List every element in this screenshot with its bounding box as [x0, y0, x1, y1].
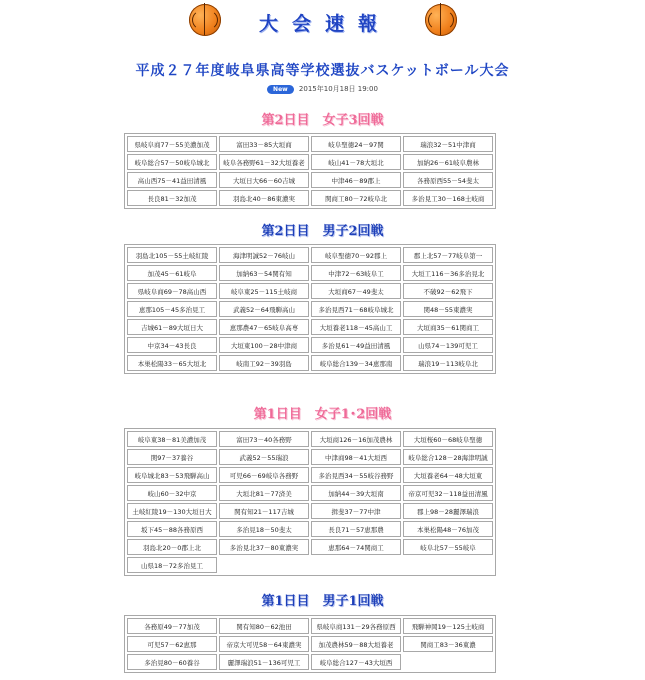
table-row: [127, 190, 493, 206]
table-row: [127, 337, 493, 353]
result-cell: 瑞浪32－51中津商: [403, 136, 493, 152]
table-row: [127, 636, 493, 652]
result-cell: 大垣工116－36多治見北: [403, 265, 493, 281]
results-table: [124, 615, 496, 673]
table-row: [127, 503, 493, 519]
result-cell: 加納26－61岐阜農林: [403, 154, 493, 170]
table-row: [127, 431, 493, 447]
result-cell: 県岐阜商131－29各務原西: [311, 618, 401, 634]
result-cell: 羽島北40－86東濃実: [219, 190, 309, 206]
result-cell: 岐阜総合139－34恵那南: [311, 355, 401, 371]
update-timestamp: 2015年10月18日 19:00: [298, 85, 378, 93]
page-title: 平成２７年度岐阜県高等学校選抜バスケットボール大会: [135, 63, 510, 79]
new-badge: New: [267, 85, 294, 94]
section-heading: 第2日目 男子2回戦: [261, 224, 384, 239]
table-row: [127, 557, 493, 573]
result-cell: 飛騨神岡19－125土岐商: [403, 618, 493, 634]
result-cell: 恵那64－74関商工: [311, 539, 401, 555]
result-cell: 加茂農林59－88大垣養老: [311, 636, 401, 652]
result-cell: 本巣松陽33－65大垣北: [127, 355, 217, 371]
result-cell: 中津46－89郡上: [311, 172, 401, 188]
empty-cell: [403, 557, 493, 573]
results-table: [124, 244, 496, 374]
result-cell: 県岐阜商77－55美濃加茂: [127, 136, 217, 152]
section-heading: 第1日目 女子1･2回戦: [253, 407, 392, 422]
result-cell: 武義52－64飛騨高山: [219, 301, 309, 317]
table-row: [127, 618, 493, 634]
result-cell: 多治見61－49益田清風: [311, 337, 401, 353]
result-cell: 岐阜城北83－53飛騨高山: [127, 467, 217, 483]
result-cell: 土岐紅陵19－130大垣日大: [127, 503, 217, 519]
result-cell: 多治見80－60養谷: [127, 654, 217, 670]
result-cell: 富田73－40各務野: [219, 431, 309, 447]
basketball-icon: [189, 4, 221, 36]
result-cell: 各務原49－77加茂: [127, 618, 217, 634]
result-cell: 岐南工92－39羽島: [219, 355, 309, 371]
result-cell: 関97－37養谷: [127, 449, 217, 465]
result-cell: 岐阜各務野61－32大垣養老: [219, 154, 309, 170]
result-cell: 山県18－72多治見工: [127, 557, 217, 573]
result-cell: 本巣松陽48－76加茂: [403, 521, 493, 537]
result-cell: 不破92－62飛下: [403, 283, 493, 299]
table-row: [127, 301, 493, 317]
result-cell: 中津商98－41大垣西: [311, 449, 401, 465]
result-cell: 関有知80－62池田: [219, 618, 309, 634]
banner-title: 大会速報: [258, 13, 391, 35]
result-cell: 大垣養老64－48大垣東: [403, 467, 493, 483]
result-cell: 恵那農47－65岐阜高専: [219, 319, 309, 335]
table-row: [127, 521, 493, 537]
result-cell: 麗澤瑞浪51－136可児工: [219, 654, 309, 670]
result-cell: 大垣東100－28中津商: [219, 337, 309, 353]
result-cell: 海津明誠52－76岐山: [219, 247, 309, 263]
result-cell: 富田33－85大垣商: [219, 136, 309, 152]
header-banner: [0, 4, 645, 40]
result-cell: 中津72－63岐阜工: [311, 265, 401, 281]
result-cell: 大垣北81－77済美: [219, 485, 309, 501]
result-cell: 武義52－55瑞浪: [219, 449, 309, 465]
result-cell: 大垣日大66－60吉城: [219, 172, 309, 188]
empty-cell: [219, 557, 309, 573]
update-line: [0, 84, 645, 94]
result-cell: 岐阜東25－115土岐商: [219, 283, 309, 299]
result-cell: 関有知21－117吉城: [219, 503, 309, 519]
result-cell: 長良71－57恵那農: [311, 521, 401, 537]
result-cell: 岐阜総合57－50岐阜城北: [127, 154, 217, 170]
empty-cell: [311, 557, 401, 573]
result-cell: 郡上98－28麗澤瑞浪: [403, 503, 493, 519]
result-cell: 瑞浪19－113岐阜北: [403, 355, 493, 371]
result-cell: 可児66－69岐阜各務野: [219, 467, 309, 483]
result-cell: 多治見工30－168土岐商: [403, 190, 493, 206]
table-row: [127, 355, 493, 371]
table-row: [127, 319, 493, 335]
result-cell: 大垣商35－61関商工: [403, 319, 493, 335]
result-cell: 多治見18－50斐太: [219, 521, 309, 537]
result-cell: 大垣商67－49斐太: [311, 283, 401, 299]
result-cell: 大垣養老118－45高山工: [311, 319, 401, 335]
result-cell: 羽島北105－55土岐紅陵: [127, 247, 217, 263]
result-cell: 帝京大可児58－64東濃実: [219, 636, 309, 652]
table-row: [127, 449, 493, 465]
result-cell: 加茂45－61岐阜: [127, 265, 217, 281]
result-cell: 恵那105－45多治見工: [127, 301, 217, 317]
table-row: [127, 265, 493, 281]
result-cell: 郡上北57－77岐阜第一: [403, 247, 493, 263]
result-cell: 関48－55東濃実: [403, 301, 493, 317]
result-cell: 岐阜総合127－43大垣西: [311, 654, 401, 670]
result-cell: 岐阜総合128－28海津明誠: [403, 449, 493, 465]
result-cell: 県岐阜商69－78高山西: [127, 283, 217, 299]
table-row: [127, 485, 493, 501]
result-cell: 羽島北20－0郡上北: [127, 539, 217, 555]
result-cell: 吉城61－89大垣日大: [127, 319, 217, 335]
table-row: [127, 154, 493, 170]
result-cell: 岐阜聖徳70－92郡上: [311, 247, 401, 263]
results-table: [124, 428, 496, 576]
empty-cell: [403, 654, 493, 670]
result-cell: 岐山41－78大垣北: [311, 154, 401, 170]
section-heading: 第1日目 男子1回戦: [261, 594, 384, 609]
result-cell: 岐阜東38－81美濃加茂: [127, 431, 217, 447]
table-row: [127, 654, 493, 670]
table-row: [127, 539, 493, 555]
result-cell: 岐山60－32中京: [127, 485, 217, 501]
result-cell: 岐阜聖徳24－97関: [311, 136, 401, 152]
table-row: [127, 247, 493, 263]
result-cell: 各務原西55－54斐太: [403, 172, 493, 188]
result-cell: 帝京可児32－118益田清風: [403, 485, 493, 501]
table-row: [127, 136, 493, 152]
result-cell: 大垣桜60－68岐阜聖徳: [403, 431, 493, 447]
result-cell: 岐阜北57－55岐阜: [403, 539, 493, 555]
result-cell: 関商工80－72岐阜北: [311, 190, 401, 206]
result-cell: 関商工83－36東濃: [403, 636, 493, 652]
table-row: [127, 467, 493, 483]
result-cell: 坂下45－88各務原西: [127, 521, 217, 537]
result-cell: 多治見西71－68岐阜城北: [311, 301, 401, 317]
result-cell: 長良81－32加茂: [127, 190, 217, 206]
result-cell: 加納44－39大垣南: [311, 485, 401, 501]
result-cell: 多治見北37－80東濃実: [219, 539, 309, 555]
result-cell: 高山西75－41益田清風: [127, 172, 217, 188]
result-cell: 大垣商126－16加茂農林: [311, 431, 401, 447]
basketball-icon: [425, 4, 457, 36]
result-cell: 中京34－43長良: [127, 337, 217, 353]
result-cell: 多治見西34－55岐谷務野: [311, 467, 401, 483]
result-cell: 加納63－54関有知: [219, 265, 309, 281]
section-heading: 第2日目 女子3回戦: [261, 113, 384, 128]
result-cell: 揖斐37－77中津: [311, 503, 401, 519]
result-cell: 可児57－62恵那: [127, 636, 217, 652]
results-table: [124, 133, 496, 209]
result-cell: 山県74－139可児工: [403, 337, 493, 353]
table-row: [127, 283, 493, 299]
table-row: [127, 172, 493, 188]
